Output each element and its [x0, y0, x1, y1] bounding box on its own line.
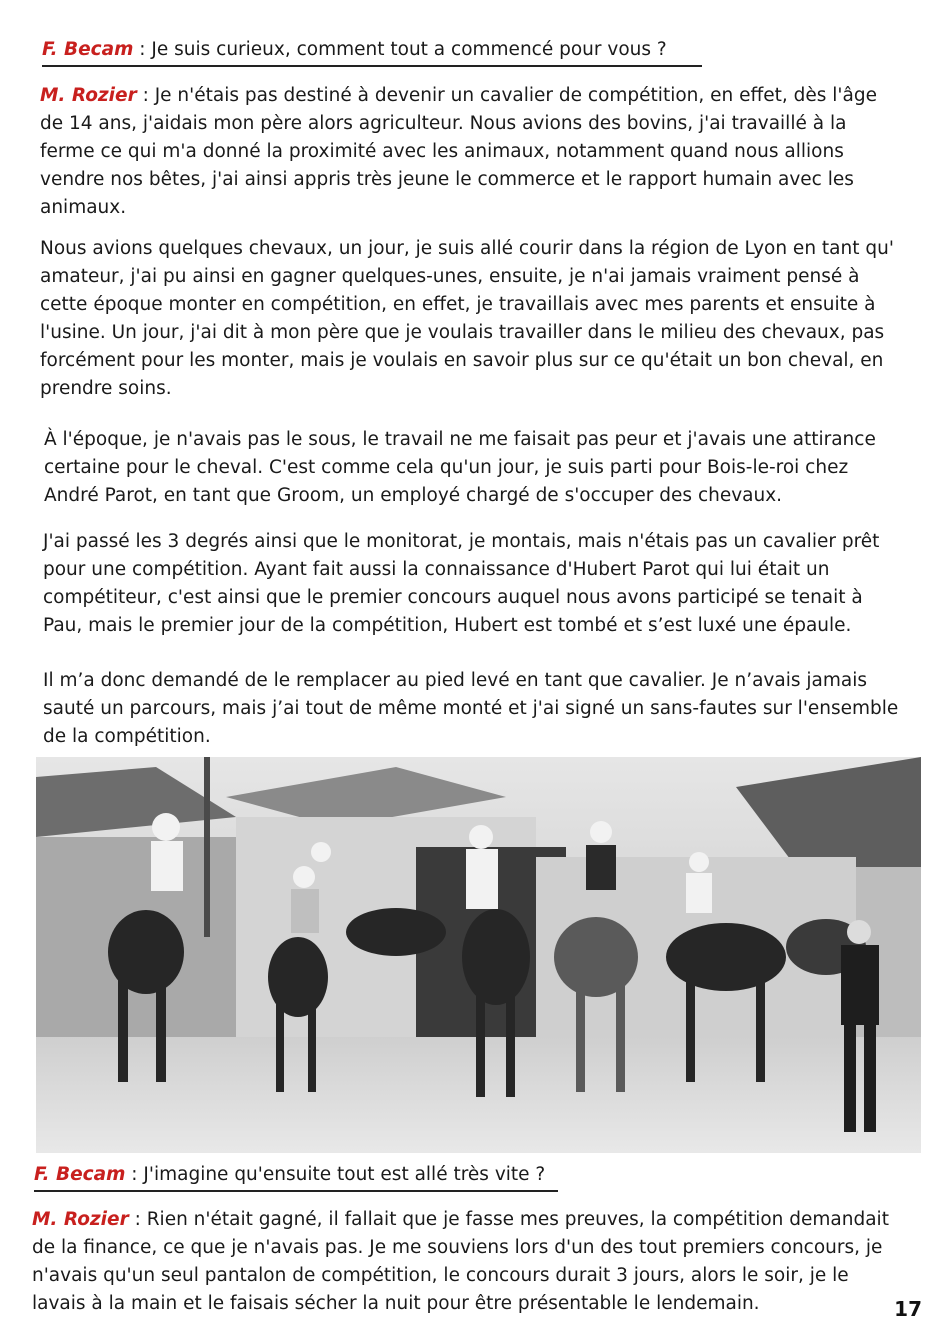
text-line: certaine pour le cheval. C'est comme cela qu'un jour, je suis parti pour Bois-le-roi chez [44, 457, 849, 478]
paragraph-2 [40, 235, 928, 403]
paragraph-3 [44, 426, 932, 510]
paragraph-5 [43, 667, 931, 751]
interviewer-name: F. Becam [34, 1164, 126, 1185]
text-line: de la finance, ce que je n'avais pas. Je me souviens lors d'un des tout premiers concours, je [32, 1237, 883, 1258]
text-line: forcément pour les monter, mais je voulais en savoir plus sur ce qu'était un bon cheval, en [40, 350, 884, 371]
text-line: vendre nos bêtes, j'ai ainsi appris très jeune le commerce et le rapport humain avec les [40, 169, 854, 190]
text-line: de 14 ans, j'aidais mon père alors agriculteur. Nous avions des bovins, j'ai travaillé à la [40, 113, 847, 134]
text-line: À l'époque, je n'avais pas le sous, le travail ne me faisait pas peur et j'avais une attirance [44, 429, 876, 450]
text-line: sauté un parcours, mais j’ai tout de même monté et j'ai signé un sans-fautes sur l'ensemble [43, 698, 899, 719]
text-line: André Parot, en tant que Groom, un employé chargé de s'occuper des chevaux. [44, 485, 783, 506]
answer-1 [40, 82, 928, 222]
text-line: amateur, j'ai pu ainsi en gagner quelques-unes, ensuite, je n'ai jamais vraiment pensé à [40, 266, 860, 287]
question-2 [34, 1163, 558, 1192]
interviewer-name: F. Becam [42, 39, 134, 60]
text-line: pour une compétition. Ayant fait aussi la connaissance d'Hubert Parot qui lui était un [43, 559, 830, 580]
text-line: Nous avions quelques chevaux, un jour, je suis allé courir dans la région de Lyon en tant qu' [40, 238, 894, 259]
question-text: Je suis curieux, comment tout a commencé pour vous ? [151, 39, 667, 60]
separator: : [136, 85, 155, 106]
text-line: l'usine. Un jour, j'ai dit à mon père que je voulais travailler dans le milieu des chevaux, pas [40, 322, 885, 343]
text-line: Pau, mais le premier jour de la compétition, Hubert est tombé et s’est luxé une épaule. [43, 615, 852, 636]
text-line: cette époque monter en compétition, en effet, je travaillais avec mes parents et ensuite à [40, 294, 876, 315]
separator: : [125, 1164, 144, 1185]
text-line: Il m’a donc demandé de le remplacer au pied levé en tant que cavalier. Je n’avais jamais [43, 670, 867, 691]
text-line: Rien n'était gagné, il fallait que je fasse mes preuves, la compétition demandait [146, 1209, 889, 1230]
paragraph-4 [43, 528, 931, 640]
interviewee-name: M. Rozier [32, 1209, 129, 1230]
separator: : [128, 1209, 147, 1230]
page-number: 17 [894, 1297, 922, 1321]
text-line: Je n'étais pas destiné à devenir un cavalier de compétition, en effet, dès l'âge [154, 85, 877, 106]
text-line: ferme ce qui m'a donné la proximité avec les animaux, notamment quand nous allions [40, 141, 844, 162]
text-line: compétiteur, c'est ainsi que le premier concours auquel nous avons participé se tenait à [43, 587, 863, 608]
photo-illustration [36, 757, 921, 1153]
answer-2 [32, 1206, 920, 1318]
text-line: J'ai passé les 3 degrés ainsi que le monitorat, je montais, mais n'étais pas un cavalier prêt [43, 531, 880, 552]
question-1 [42, 38, 702, 67]
text-line: de la compétition. [43, 726, 211, 747]
vintage-horse-riders-photo [36, 757, 921, 1153]
text-line: animaux. [40, 197, 127, 218]
separator: : [133, 39, 152, 60]
text-line: n'avais qu'un seul pantalon de compétition, le concours durait 3 jours, alors le soir, je le [32, 1265, 849, 1286]
interviewee-name: M. Rozier [40, 85, 137, 106]
question-text: J'imagine qu'ensuite tout est allé très vite ? [143, 1164, 546, 1185]
text-line: prendre soins. [40, 378, 172, 399]
text-line: lavais à la main et le faisais sécher la nuit pour être présentable le lendemain. [32, 1293, 760, 1314]
